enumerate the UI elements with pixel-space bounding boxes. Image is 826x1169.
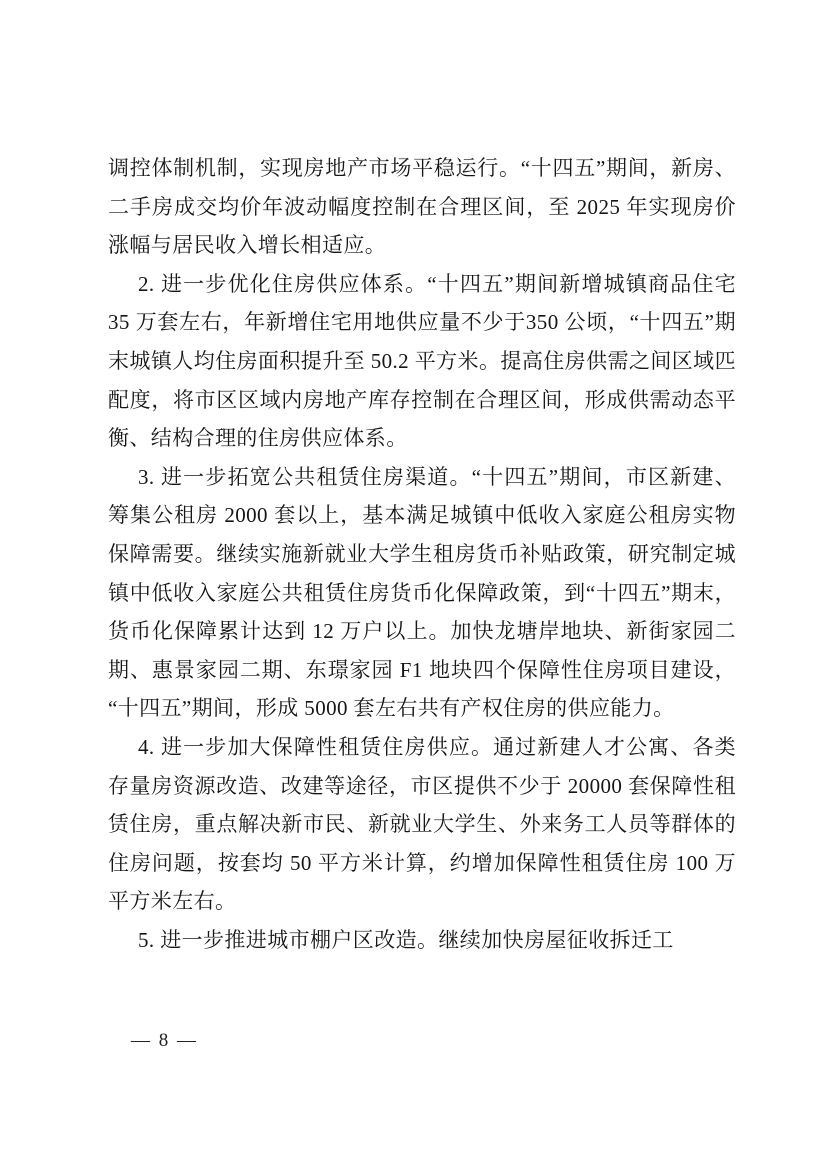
body-paragraph: 调控体制机制，实现房地产市场平稳运行。“十四五”期间，新房、二手房成交均价年波动幅度控制在合理区间，至 2025 年实现房价涨幅与居民收入增长相适应。: [108, 156, 736, 258]
body-paragraph: 5. 进一步推进城市棚户区改造。继续加快房屋征收拆迁工: [138, 927, 674, 952]
body-paragraph: 4. 进一步加大保障性租赁住房供应。通过新建人才公寓、各类存量房资源改造、改建等途径，市区提供不少于 20000 套保障性租赁住房，重点解决新市民、新就业大学生、外来务工人员等群体的住房问题，按套均 50 平方米计算，约增加保障性租赁住房 100 万平方米左右。: [108, 734, 736, 914]
document-body: [108, 149, 736, 959]
page-number: — 8 —: [131, 1030, 198, 1051]
body-paragraph: 3. 进一步拓宽公共租赁住房渠道。“十四五”期间，市区新建、筹集公租房 2000 套以上，基本满足城镇中低收入家庭公租房实物保障需要。继续实施新就业大学生租房货币补贴政策，研究制定城镇中低收入家庭公共租赁住房货币化保障政策，到“十四五”期末，货币化保障累计达到 12 万户以上。加快龙塘岸地块、新街家园二期、惠景家园二期、东璟家园 F1 地块四个保障性住房项目建设，“十四五”期间，形成 5000 套左右共有产权住房的供应能力。: [108, 464, 736, 721]
body-paragraph: 2. 进一步优化住房供应体系。“十四五”期间新增城镇商品住宅 35 万套左右，年新增住宅用地供应量不少于350 公顷，“十四五”期末城镇人均住房面积提升至 50.2 平方米。提高住房供需之间区域匹配度，将市区区域内房地产库存控制在合理区间，形成供需动态平衡、结构合理的住房供应体系。: [108, 271, 736, 451]
